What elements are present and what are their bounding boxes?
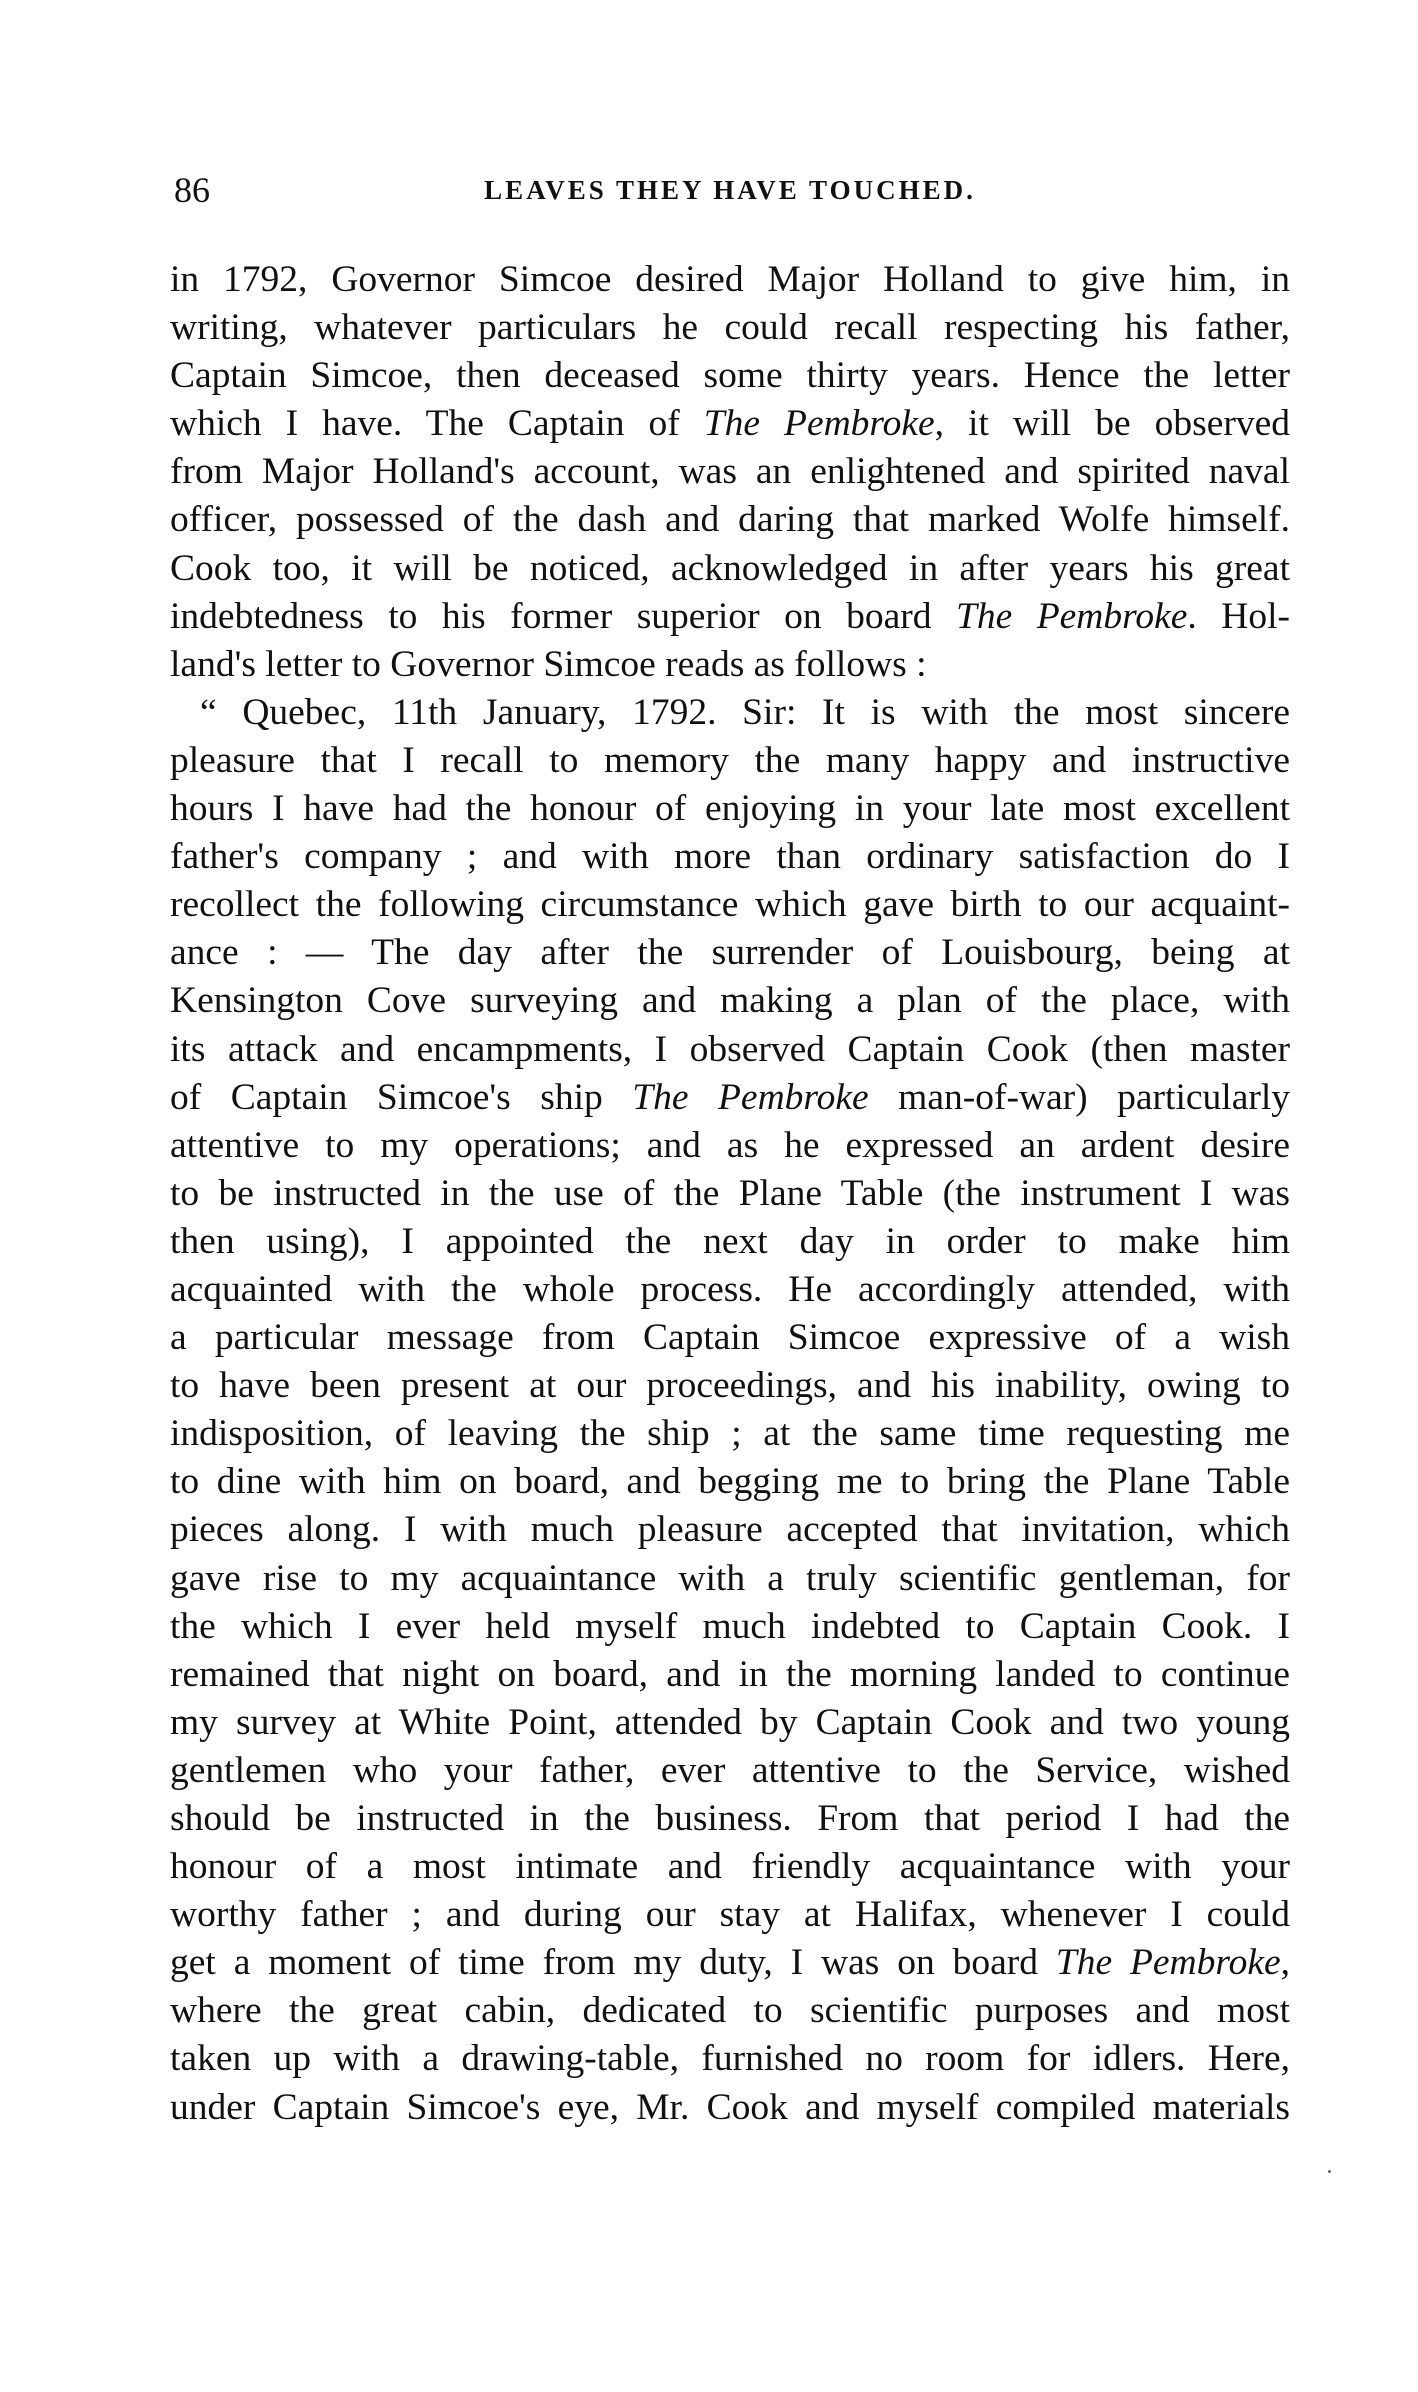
text-line: indebtedness to his former superior on board The Pembroke. Hol- bbox=[170, 595, 1290, 637]
text-line: of Captain Simcoe's ship The Pembroke man-of-war) particularly bbox=[170, 1076, 1290, 1118]
text-line: father's company ; and with more than ordinary satisfaction do I bbox=[170, 836, 1290, 878]
text-line: remained that night on board, and in the morning landed to continue bbox=[170, 1653, 1290, 1695]
text-line: attentive to my operations; and as he expressed an ardent desire bbox=[170, 1124, 1290, 1166]
text-line: Cook too, it will be noticed, acknowledged in after years his great bbox=[170, 547, 1290, 589]
text-line: under Captain Simcoe's eye, Mr. Cook and myself compiled materials bbox=[170, 2086, 1290, 2128]
text-line: then using), I appointed the next day in order to make him bbox=[170, 1220, 1290, 1262]
text-line: gave rise to my acquaintance with a truly scientific gentleman, for bbox=[170, 1557, 1290, 1599]
text-line: to be instructed in the use of the Plane Table (the instrument I was bbox=[170, 1172, 1290, 1214]
book-page bbox=[170, 160, 1290, 2132]
text-line: from Major Holland's account, was an enlightened and spirited naval bbox=[170, 451, 1290, 493]
text-line: “ Quebec, 11th January, 1792. Sir: It is with the most sincere bbox=[200, 691, 1290, 733]
margin-speck bbox=[1328, 2170, 1331, 2173]
paragraph-1 bbox=[170, 256, 1290, 689]
text-line: acquainted with the whole process. He accordingly attended, with bbox=[170, 1268, 1290, 1310]
text-line: recollect the following circumstance which gave birth to our acquaint- bbox=[170, 884, 1290, 926]
text-line: writing, whatever particulars he could recall respecting his father, bbox=[170, 307, 1290, 349]
text-line: my survey at White Point, attended by Captain Cook and two young bbox=[170, 1701, 1290, 1743]
text-line: a particular message from Captain Simcoe expressive of a wish bbox=[170, 1317, 1290, 1359]
text-line: pleasure that I recall to memory the many happy and instructive bbox=[170, 739, 1290, 781]
text-line: officer, possessed of the dash and daring that marked Wolfe himself. bbox=[170, 499, 1290, 541]
text-line: where the great cabin, dedicated to scientific purposes and most bbox=[170, 1990, 1290, 2032]
running-title: LEAVES THEY HAVE TOUCHED. bbox=[484, 175, 976, 205]
text-line: Kensington Cove surveying and making a plan of the place, with bbox=[170, 980, 1290, 1022]
text-line: get a moment of time from my duty, I was on board The Pembroke, bbox=[170, 1942, 1290, 1984]
text-line: to have been present at our proceedings, and his inability, owing to bbox=[170, 1365, 1290, 1407]
body-text bbox=[170, 256, 1290, 2132]
paragraph-2-letter bbox=[170, 689, 1290, 2132]
text-line: honour of a most intimate and friendly acquaintance with your bbox=[170, 1846, 1290, 1888]
text-line: worthy father ; and during our stay at Halifax, whenever I could bbox=[170, 1894, 1290, 1936]
text-line: taken up with a drawing-table, furnished no room for idlers. Here, bbox=[170, 2038, 1290, 2080]
text-line: Captain Simcoe, then deceased some thirty years. Hence the letter bbox=[170, 355, 1290, 397]
text-line: which I have. The Captain of The Pembroke, it will be observed bbox=[170, 403, 1290, 445]
text-line: gentlemen who your father, ever attentive to the Service, wished bbox=[170, 1749, 1290, 1791]
text-line: in 1792, Governor Simcoe desired Major Holland to give him, in bbox=[170, 259, 1290, 300]
running-head bbox=[170, 160, 1290, 220]
text-line: its attack and encampments, I observed Captain Cook (then master bbox=[170, 1028, 1290, 1070]
text-line: pieces along. I with much pleasure accepted that invitation, which bbox=[170, 1509, 1290, 1551]
text-line: land's letter to Governor Simcoe reads as follows : bbox=[170, 643, 927, 685]
text-line: the which I ever held myself much indebted to Captain Cook. I bbox=[170, 1605, 1290, 1647]
text-line: indisposition, of leaving the ship ; at the same time requesting me bbox=[170, 1413, 1290, 1455]
text-line: to dine with him on board, and begging me to bring the Plane Table bbox=[170, 1461, 1290, 1503]
text-line: hours I have had the honour of enjoying in your late most excellent bbox=[170, 788, 1290, 830]
page-number: 86 bbox=[174, 170, 210, 210]
text-line: ance : — The day after the surrender of Louisbourg, being at bbox=[170, 932, 1290, 974]
text-line: should be instructed in the business. From that period I had the bbox=[170, 1798, 1290, 1839]
